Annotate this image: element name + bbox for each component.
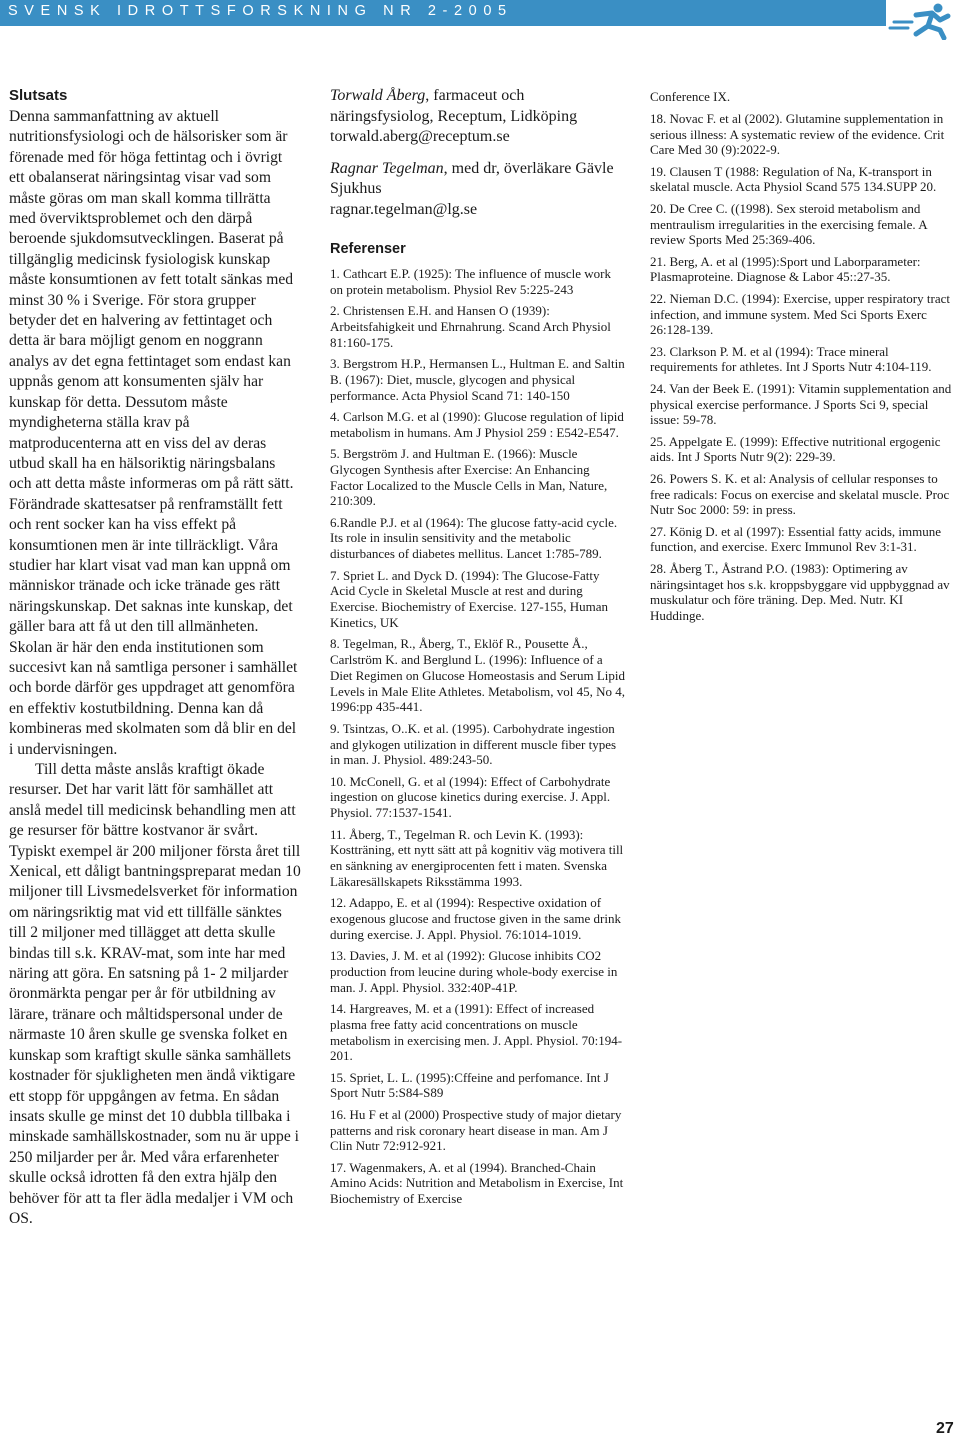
reference-item: 22. Nieman D.C. (1994): Exercise, upper respiratory tract infection, and immune system. Med Sci Sports Exerc 26:128-139. bbox=[650, 290, 950, 338]
reference-item: 16. Hu F et al (2000) Prospective study of major dietary patterns and risk coronary heart disease in man. Am J Clin Nutr 72:912-921. bbox=[330, 1106, 622, 1154]
header-bar bbox=[0, 0, 960, 26]
reference-item: 8. Tegelman, R., Åberg, T., Eklöf R., Pousette Å., Carlström K. and Berglund L. (1996): Influence of a Diet Regimen on Glucose Homeostasis and Serum Lipid Levels in Male Elite Athletes. Metabolism, vol 45, No 4, 1996:pp 435-441. bbox=[330, 636, 625, 715]
reference-item: 4. Carlson M.G. et al (1990): Glucose regulation of lipid metabolism in humans. Am J Physiol 259 : E542-E547. bbox=[330, 408, 624, 440]
author-name: Torwald Åberg bbox=[330, 87, 426, 104]
reference-item: 11. Åberg, T., Tegelman R. och Levin K. (1993): Kostträning, ett nytt sätt att på kognitiv väg motivera till en sänkning av energiprocenten fett i maten. Svenska Läkaresällskapets Riksstämma 1993. bbox=[330, 826, 624, 889]
reference-item: 10. McConell, G. et al (1994): Effect of Carbohydrate ingestion on glucose kinetics during exercise. J. Appl. Physiol. 77:1537-1541. bbox=[330, 773, 611, 821]
author-name: Ragnar Tegelman bbox=[330, 159, 444, 177]
reference-item: 1. Cathcart E.P. (1925): The influence of muscle work on protein metabolism. Physiol Rev 5:225-243 bbox=[330, 266, 611, 297]
reference-item: 19. Clausen T (1988: Regulation of Na, K-transport in skelatal muscle. Acta Physiol Scand 575 134.SUPP 20. bbox=[650, 163, 937, 195]
reference-item: 28. Åberg T., Åstrand P.O. (1983): Optimering av näringsintaget hos s.k. kroppsbyggare vid uppbyggnad av muskulatur och före träning. Dep. Med. Nutr. KI Huddinge. bbox=[650, 560, 950, 624]
conclusion-paragraph: Denna sammanfattning av aktuell nutritionsfysiologi och de hälsorisker som är förenade med för höga fettintag och i övrigt ett obalanserat näringsintag visar vad som måste göras om man skall komma tillrätta med överviktsproblemet och den därpå beroende sjukdomsutvecklingen. Baserat på tillgänglig medicinsk fysiologisk kunskap måste konsumtionen av fett totalt sänkas med minst 30 % i Sverige. För stora grupper betyder det en halvering av fettintaget och detta är bara möjligt genom en noggrann analys av det egna fettintaget som endast kan uppnås genom att konsumenten själv har kunskap för detta. Dessutom måste myndigheterna ställa krav på matproducenterna att en viss del av deras utbud skall ha en hälsoriktig näringsbalans och att detta måste informeras om på rätt sätt. Förändrade skattesatser på renframställt fett och rent socker kan ha viss effekt på konsumtionen men är inte tillräckligt. Våra studier har klart visat vad man kan uppnå om människor tränade och icke tränade ges rätt näringskunskap. Det saknas inte kunskap, det gäller bara att få ut den till allmänheten. Skolan är här den enda institutionen som succesivt kan nå samtliga personer i samhället och borde därför ges uppdraget att genomföra en effektiv kostutbildning. Denna kan då kombineras med skolmaten som då blir en del i undervisningen. bbox=[9, 108, 298, 758]
reference-item: 27. König D. et al (1997): Essential fatty acids, immune function, and exercise. Exerc Immunol Rev 3:1-31. bbox=[650, 523, 941, 555]
reference-item: 6.Randle P.J. et al (1964): The glucose fatty-acid cycle. Its role in insulin sensitivity and the metabolic disturbances of diabetes mellitus. Lancet 1:785-789. bbox=[330, 514, 618, 562]
reference-item: 14. Hargreaves, M. et a (1991): Effect of increased plasma free fatty acid concentrations on muscle metabolism in exercising men. J. Appl. Physiol. 70:194-201. bbox=[330, 1000, 623, 1064]
reference-item: 13. Davies, J. M. et al (1992): Glucose inhibits CO2 production from leucine during whole-body exercise in man. J. Appl. Physiol. 332:40P-41P. bbox=[330, 948, 618, 995]
reference-item: 25. Appelgate E. (1999): Effective nutritional ergogenic aids. Int J Sports Nutr 9(2): 229-39. bbox=[650, 433, 941, 465]
page-number: 27 bbox=[936, 1420, 954, 1437]
author-affiliation: , med dr, överläkare Gävle Sjukhus bbox=[330, 159, 614, 197]
reference-item: 21. Berg, A. et al (1995):Sport und Laborparameter: Plasmaproteine. Diagnose & Labor 45::27-35. bbox=[650, 253, 921, 285]
reference-item: 2. Christensen E.H. and Hansen O (1939): Arbeitsfahigkeit und Ehrnahrung. Scand Arch Physiol 81:160-175. bbox=[330, 303, 611, 350]
reference-item: 17. Wagenmakers, A. et al (1994). Branched-Chain Amino Acids: Nutrition and Metabolism in Exercise, Int Biochemistry of Exercise bbox=[330, 1159, 624, 1207]
reference-item: 15. Spriet, L. L. (1995):Cffeine and perfomance. Int J Sport Nutr 5:S84-S89 bbox=[330, 1069, 609, 1101]
references-heading: Referenser bbox=[330, 241, 406, 257]
author-block bbox=[330, 86, 626, 148]
authors-references-column bbox=[330, 86, 626, 1213]
author-email[interactable]: torwald.aberg@receptum.se bbox=[330, 128, 510, 145]
reference-continuation: Conference IX. bbox=[650, 89, 731, 104]
reference-list bbox=[330, 266, 626, 1207]
conclusion-paragraph: Till detta måste anslås kraftigt ökade resurser. Det har varit lätt för samhället att anslå medel till medicinsk behandling men att ge resurser för bättre kostvanor är svårt. Typiskt exempel är 200 miljoner första året till Xenical, ett dåligt bantningspreparat medan 10 miljoner till Livsmedelsverket för information om näringsriktig mat vid ett tillfälle sänktes till 2 miljoner med tillägget att detta skulle bindas till s.k. KRAV-mat, som inte har med näring att göra. En satsning på 1- 2 miljarder öronmärkta pengar per år för utbildning av lärare, tränare och måltidspersonal under de närmaste 10 åren skulle ge svenska folket en kunskap som kraftigt skulle sänka samhällets kostnader för sjukligheten men ändå viktigare ett stopp för uppgången av fetma. En sådan insats skulle ge minst det 10 dubbla tillbaka i minskade samhällskostnader, som nu är uppe i 250 miljarder per år. Med våra erfarenheter skulle också idrotten få den extra hjälp den behöver för att ta fler ädla medaljer i VM och OS. bbox=[9, 761, 301, 1227]
reference-item: 20. De Cree C. ((1998). Sex steroid metabolism and mentraulism irregularities in the exercising female. A review Sports Med 25:369-406. bbox=[650, 200, 927, 248]
reference-item: 3. Bergstrom H.P., Hermansen L., Hultman E. and Saltin B. (1967): Diet, muscle, glycogen and physical performance. Acta Physiol Scand 71: 140-150 bbox=[330, 355, 625, 403]
reference-item: 7. Spriet L. and Dyck D. (1994): The Glucose-Fatty Acid Cycle in Skeletal Muscle at rest and during Exercise. Biochemistry of Exercise. 127-155, Human Kinetics, UK bbox=[330, 567, 608, 630]
reference-item: 9. Tsintzas, O..K. et al. (1995). Carbohydrate ingestion and glykogen utilization in different muscle fiber types in man. J. Physiol. 489:243-50. bbox=[330, 720, 617, 768]
reference-item: 23. Clarkson P. M. et al (1994): Trace mineral requirements for athletes. Int J Sports Nutr 4:104-119. bbox=[650, 343, 932, 375]
reference-item: 12. Adappo, E. et al (1994): Respective oxidation of exogenous glucose and fructose given in the same drink during exercise. J. Appl. Physiol. 76:1014-1019. bbox=[330, 895, 621, 942]
author-affiliation: , farmaceut och näringsfysiolog, Receptum, Lidköping bbox=[330, 87, 578, 125]
reference-item: 18. Novac F. et al (2002). Glutamine supplementation in serious illness: A systematic review of the evidence. Crit Care Med 30 (9):2022-9. bbox=[650, 110, 945, 158]
reference-item: 26. Powers S. K. et al: Analysis of cellular responses to free radicals: Focus on exercise and skelatal muscle. Proc Nutr Soc 2000: 59: in press. bbox=[650, 470, 950, 518]
author-block bbox=[330, 159, 626, 221]
journal-title: SVENSK IDROTTSFORSKNING NR 2-2005 bbox=[8, 3, 513, 19]
references-column-right bbox=[650, 89, 952, 629]
running-figure-logo-icon bbox=[886, 0, 960, 40]
conclusion-column bbox=[9, 86, 301, 1229]
reference-item: 24. Van der Beek E. (1991): Vitamin supplementation and physical exercise performance. J Sports Sci 9, special issue: 59-78. bbox=[650, 380, 952, 428]
reference-item: 5. Bergström J. and Hultman E. (1966): Muscle Glycogen Synthesis after Exercise: An Enhancing Factor Localized to the Muscle Cells in Man, Nature, 210:309. bbox=[330, 445, 608, 509]
author-email[interactable]: ragnar.tegelman@lg.se bbox=[330, 200, 478, 218]
section-heading: Slutsats bbox=[9, 87, 68, 104]
